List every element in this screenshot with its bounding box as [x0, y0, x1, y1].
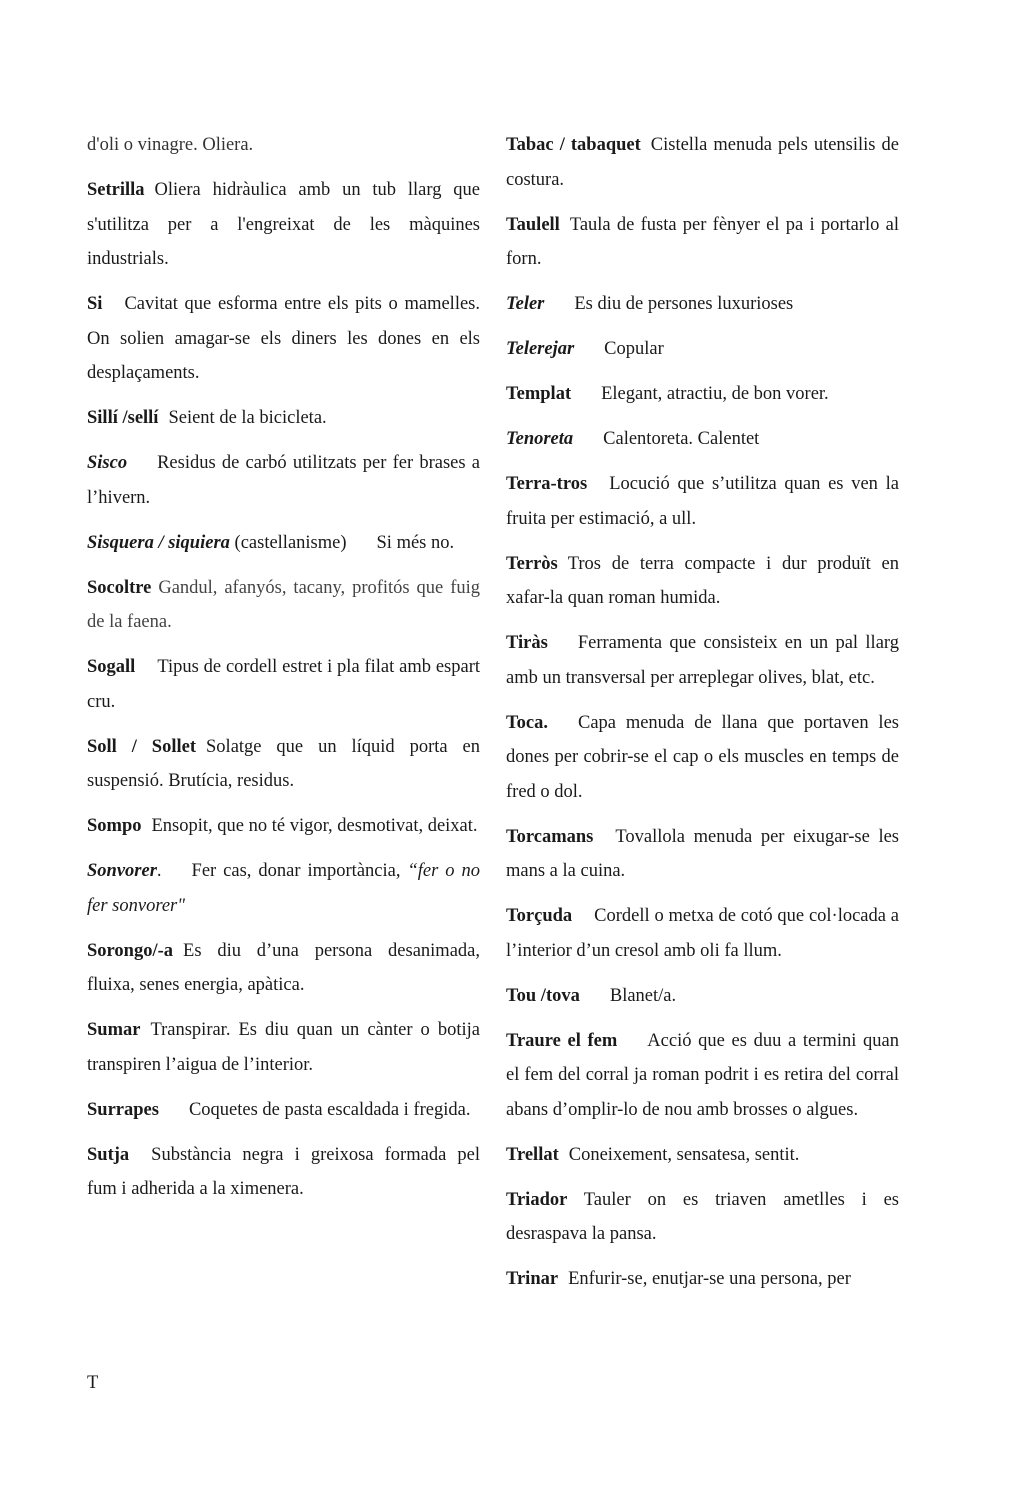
- entry-definition: Cordell o metxa de cotó que col·locada a l’interior d’un cresol amb oli fa llum.: [506, 906, 899, 961]
- entry-toca: [506, 706, 899, 810]
- entry-sompo: [87, 809, 480, 844]
- entry-sonvorer: Sonvorer. Fer cas, donar importància, “fer o no fer sonvorer": [87, 861, 481, 916]
- entry-sumar: [87, 1013, 480, 1082]
- entry-tenoreta: [506, 422, 899, 457]
- entry-templat: [506, 377, 899, 412]
- entry-definition: Si més no.: [376, 532, 455, 553]
- entry-si: [87, 287, 480, 391]
- entry-term: Taulell: [506, 214, 560, 235]
- entry-term: Toca.: [506, 712, 548, 733]
- entry-term: Torcamans: [506, 826, 594, 847]
- entry-term: Teler: [506, 294, 545, 314]
- entry-term: Setrilla: [87, 180, 145, 200]
- entry-term: Terròs: [506, 553, 558, 574]
- entry-setrilla: [87, 173, 480, 277]
- entry-term: Sompo: [87, 816, 142, 836]
- entry-socoltre: [87, 571, 480, 640]
- entry-sutja: [87, 1138, 480, 1207]
- entry-definition: Elegant, atractiu, de bon vorer.: [601, 384, 829, 404]
- entry-term: Tenoreta: [506, 429, 574, 449]
- entry-definition: Coquetes de pasta escaldada i fregida.: [188, 1099, 471, 1120]
- entry-definition: Es diu de persones luxurioses: [574, 294, 794, 314]
- entry-term: Sutja: [87, 1144, 130, 1165]
- entry-term: Torçuda: [506, 906, 573, 926]
- entry-definition: Tovallola menuda per eixugar-se les mans a la cuina.: [506, 826, 899, 881]
- entry-note: (castellanisme): [234, 532, 347, 553]
- entry-triador: [506, 1183, 899, 1252]
- entry-terra-tros: [506, 467, 899, 536]
- entry-term: Templat: [506, 384, 572, 404]
- entry-tabac: [506, 128, 899, 197]
- entry-term: Sillí /sellí: [87, 408, 159, 428]
- entry-definition: Fer cas, donar importància,: [191, 861, 401, 881]
- right-column: [506, 128, 899, 1307]
- entry-sogall: [87, 650, 480, 719]
- entry-definition: Substància negra i greixosa formada pel fum i adherida a la ximenera.: [87, 1144, 480, 1199]
- left-column: [87, 128, 480, 1217]
- entry-sorongo: [87, 934, 480, 1003]
- entry-definition: Calentoreta. Calentet: [603, 429, 760, 449]
- entry-quote: “fer o no fer sonvorer": [87, 861, 481, 916]
- entry-definition: Solatge que un líquid porta en suspensió. Brutícia, residus.: [87, 736, 480, 791]
- entry-term: Telerejar: [506, 339, 575, 359]
- entry-term: Trellat: [506, 1144, 559, 1165]
- entry-term: Si: [87, 294, 103, 314]
- entry-definition: Coneixement, sensatesa, sentit.: [568, 1144, 800, 1165]
- entry-term: Sonvorer: [87, 861, 157, 881]
- entry-teler: [506, 287, 899, 322]
- entry-trellat: [506, 1138, 899, 1173]
- entry-term: Soll / Sollet: [87, 736, 197, 757]
- entry-taulell: [506, 208, 899, 277]
- entry-definition: Transpirar. Es diu quan un cànter o botija transpiren l’aigua de l’interior.: [87, 1020, 480, 1075]
- entry-trinar: [506, 1262, 899, 1297]
- entry-definition: Taula de fusta per fènyer el pa i portarlo al forn.: [506, 214, 899, 269]
- entry-term: Sisquera / siquiera: [87, 532, 230, 553]
- entry-definition: Tauler on es triaven ametlles i es desraspava la pansa.: [506, 1189, 899, 1244]
- entry-definition: Cistella menuda pels utensilis de costura.: [506, 135, 899, 190]
- section-letter: T: [87, 1373, 99, 1393]
- entry-definition: Copular: [604, 339, 664, 359]
- entry-definition: Oliera hidràulica amb un tub llarg que s'utilitza per a l'engreixat de les màquines industrials.: [87, 180, 480, 269]
- entry-term: Surrapes: [87, 1099, 159, 1120]
- entry-sisquera: [87, 526, 480, 561]
- entry-term: Sogall: [87, 657, 136, 677]
- entry-term: Terra-tros: [506, 474, 588, 494]
- entry-term: Traure el fem: [506, 1030, 618, 1051]
- entry-definition: Tros de terra compacte i dur produït en xafar-la quan roman humida.: [506, 553, 899, 608]
- entry-term: Sisco: [87, 453, 128, 473]
- entry-term: Trinar: [506, 1269, 559, 1289]
- entry-definition: Gandul, afanyós, tacany, profitós que fuig de la faena.: [87, 577, 480, 632]
- entry-tou: [506, 979, 899, 1014]
- entry-term: Tou /tova: [506, 985, 580, 1006]
- entry-definition: Residus de carbó utilitzats per fer brases a l’hivern.: [87, 453, 480, 508]
- entry-term: Tiràs: [506, 633, 548, 653]
- entry-definition: Seient de la bicicleta.: [168, 408, 327, 428]
- entry-definition: Blanet/a.: [609, 985, 677, 1006]
- entry-soll: [87, 730, 480, 799]
- entry-definition: Ensopit, que no té vigor, desmotivat, deixat.: [151, 816, 478, 836]
- entry-torcamans: [506, 820, 899, 889]
- entry-tiras: [506, 626, 899, 695]
- entry-definition: Es diu d’una persona desanimada, fluixa, senes energia, apàtica.: [87, 940, 480, 995]
- entry-definition: Acció que es duu a termini quan el fem del corral ja roman podrit i es retira del corral abans d’omplir-lo de nou amb brosses o algues.: [506, 1030, 899, 1120]
- entry-torcuda: [506, 899, 899, 968]
- entry-definition: Enfurir-se, enutjar-se una persona, per: [568, 1269, 851, 1289]
- entry-term: Tabac / tabaquet: [506, 135, 641, 155]
- entry-definition: Tipus de cordell estret i pla filat amb espart cru.: [87, 657, 480, 712]
- entry-term: Sorongo/-a: [87, 940, 174, 961]
- entry-terros: [506, 547, 899, 616]
- entry-term: Triador: [506, 1189, 568, 1210]
- entry-definition: Ferramenta que consisteix en un pal llarg amb un transversal per arreplegar olives, blat, etc.: [506, 633, 899, 688]
- entry-term: Sumar: [87, 1020, 141, 1040]
- entry-traure-el-fem: [506, 1024, 899, 1128]
- entry-definition: Locució que s’utilitza quan es ven la fruita per estimació, a ull.: [506, 474, 899, 529]
- entry-definition: Cavitat que esforma entre els pits o mamelles. On solien amagar-se els diners les dones en els desplaçaments.: [87, 294, 480, 383]
- entry-surrapes: [87, 1093, 480, 1128]
- entry-silli: [87, 401, 480, 436]
- entry-term: Socoltre: [87, 577, 152, 598]
- entry-telerejar: [506, 332, 899, 367]
- entry-sisco: [87, 446, 480, 515]
- continuation-text: d'oli o vinagre. Oliera.: [87, 135, 254, 155]
- entry-definition: Capa menuda de llana que portaven les dones per cobrir-se el cap o els muscles en temps de fred o dol.: [506, 712, 899, 802]
